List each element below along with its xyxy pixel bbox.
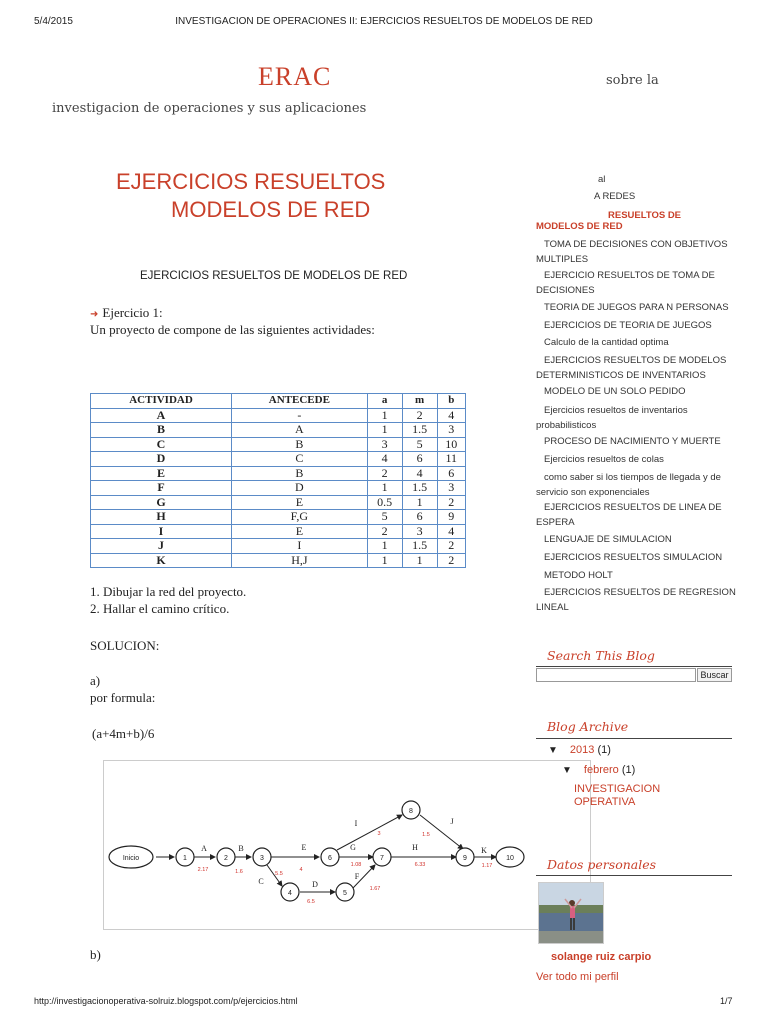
table-cell: 1 — [402, 495, 437, 510]
widget-divider — [536, 666, 732, 667]
table-cell: 3 — [402, 524, 437, 539]
table-cell: 10 — [437, 437, 465, 452]
activity-duration: 1.17 — [481, 863, 493, 869]
table-row — [91, 539, 466, 554]
sidebar-page-label: METODO HOLT — [544, 570, 613, 581]
footer-url: http://investigacionoperativa-solruiz.blogspot.com/p/ejercicios.html — [34, 996, 298, 1006]
sidebar-page-label: EJERCICIOS RESUELTOS DE REGRESION LINEAL — [536, 587, 736, 613]
print-header — [0, 16, 768, 30]
expand-triangle-icon[interactable]: ▼ — [548, 745, 558, 756]
archive-year-count: (1) — [597, 744, 611, 756]
activity-label: H — [412, 843, 418, 852]
sidebar-page-link[interactable] — [536, 500, 736, 530]
table-cell: K — [91, 553, 232, 568]
activity-duration: 6.33 — [414, 862, 426, 868]
profile-photo[interactable] — [538, 882, 604, 944]
table-row — [91, 466, 466, 481]
table-cell: 1 — [367, 553, 402, 568]
node-label: 10 — [506, 855, 514, 862]
table-row — [91, 495, 466, 510]
expand-triangle-icon[interactable]: ▼ — [562, 765, 572, 776]
part-b-label: b) — [90, 947, 101, 962]
part-a-label: a) — [90, 673, 101, 688]
sidebar-page-link[interactable] — [536, 237, 736, 267]
archive-month-count: (1) — [621, 764, 636, 776]
post-title-line1: EJERCICIOS RESUELTOS — [116, 169, 386, 194]
table-row — [91, 481, 466, 496]
table-cell: 4 — [367, 452, 402, 467]
title-overlap-mask — [410, 58, 600, 98]
sidebar-page-link[interactable] — [536, 353, 736, 383]
table-row — [91, 408, 466, 423]
table-cell: E — [91, 466, 232, 481]
node-label: 1 — [183, 855, 187, 862]
table-cell: 5 — [402, 437, 437, 452]
table-cell: 1 — [367, 423, 402, 438]
table-cell: B — [232, 437, 368, 452]
sidebar-page-link[interactable] — [536, 568, 736, 583]
profile-name-link[interactable]: solange ruiz carpio — [551, 951, 652, 963]
sidebar-page-link[interactable] — [536, 532, 736, 547]
sidebar-page-link[interactable] — [536, 470, 736, 500]
node-label: 7 — [380, 855, 384, 862]
sidebar-page-link[interactable] — [536, 335, 736, 350]
activity-duration: 2.17 — [197, 867, 209, 873]
table-cell: I — [232, 539, 368, 554]
footer-page-number: 1/7 — [720, 996, 733, 1006]
widget-divider — [536, 875, 732, 876]
table-row — [91, 524, 466, 539]
node-label-start: Inicio — [122, 855, 140, 862]
table-cell: A — [232, 423, 368, 438]
sidebar-page-link[interactable] — [536, 384, 736, 399]
print-title: INVESTIGACION DE OPERACIONES II: EJERCICIOS RESUELTOS DE MODELOS DE RED — [175, 16, 593, 27]
table-cell: 1 — [367, 539, 402, 554]
table-cell: 0.5 — [367, 495, 402, 510]
exercise-description: Un proyecto de compone de las siguientes actividades: — [90, 322, 375, 337]
question-1: 1. Dibujar la red del proyecto. — [90, 584, 247, 599]
table-cell: 5 — [367, 510, 402, 525]
sidebar-page-link-partial[interactable]: A REDES — [594, 191, 636, 202]
sidebar-page-link[interactable] — [536, 403, 736, 433]
activity-duration: 4 — [299, 867, 303, 873]
sidebar-page-label: TEORIA DE JUEGOS PARA N PERSONAS — [544, 302, 729, 313]
table-cell: 2 — [437, 495, 465, 510]
sidebar-page-label: Calculo de la cantidad optima — [544, 337, 669, 348]
post-title — [116, 168, 385, 224]
table-cell: 1 — [367, 481, 402, 496]
activity-label: K — [481, 846, 487, 855]
activity-duration: 3 — [377, 831, 381, 837]
table-cell: B — [91, 423, 232, 438]
table-cell: B — [232, 466, 368, 481]
search-button[interactable]: Buscar — [697, 668, 732, 682]
activity-label: C — [258, 877, 264, 886]
sidebar-page-link[interactable] — [536, 318, 736, 333]
node-label: 3 — [260, 855, 264, 862]
table-cell: 6 — [402, 510, 437, 525]
table-cell: 6 — [437, 466, 465, 481]
table-cell: 4 — [402, 466, 437, 481]
table-cell: E — [232, 495, 368, 510]
sidebar-page-link[interactable] — [536, 268, 736, 298]
archive-month-row[interactable] — [562, 764, 635, 776]
table-cell: 1 — [402, 553, 437, 568]
sidebar-page-label: MODELO DE UN SOLO PEDIDO — [544, 386, 686, 397]
table-cell: G — [91, 495, 232, 510]
table-cell: 3 — [437, 481, 465, 496]
search-widget-title: Search This Blog — [547, 648, 655, 663]
table-header: m — [402, 394, 437, 409]
table-cell: C — [232, 452, 368, 467]
blog-description-fragment: sobre la — [606, 73, 659, 88]
activity-label: D — [312, 880, 318, 889]
activity-label: A — [201, 844, 207, 853]
node-label: 4 — [288, 890, 292, 897]
sidebar-page-label: como saber si los tiempos de llegada y de servicio son exponenciales — [536, 472, 721, 498]
table-header: ACTIVIDAD — [91, 394, 232, 409]
node-label: 8 — [409, 808, 413, 815]
table-cell: 2 — [437, 539, 465, 554]
by-formula-label: por formula: — [90, 690, 156, 705]
activity-label: E — [301, 843, 307, 852]
widget-divider — [536, 738, 732, 739]
post-title-line2: MODELOS DE RED — [171, 197, 371, 222]
table-cell: 3 — [367, 437, 402, 452]
activity-label: I — [354, 819, 358, 828]
node-label: 9 — [463, 855, 467, 862]
sidebar-page-link-current[interactable]: MODELOS DE RED — [536, 221, 623, 232]
table-cell: 1 — [367, 408, 402, 423]
table-cell: 2 — [437, 553, 465, 568]
activity-duration: 1.67 — [369, 886, 381, 892]
archive-year-row[interactable] — [548, 744, 611, 756]
activity-label: F — [354, 872, 360, 881]
table-cell: 2 — [367, 466, 402, 481]
network-svg — [104, 761, 592, 931]
sidebar-page-label: EJERCICIOS RESUELTOS DE LINEA DE ESPERA — [536, 502, 722, 528]
table-cell: 9 — [437, 510, 465, 525]
table-cell: - — [232, 408, 368, 423]
table-cell: D — [232, 481, 368, 496]
blog-title[interactable]: ERAC — [258, 62, 332, 91]
sidebar-page-label: EJERCICIOS RESUELTOS SIMULACION — [544, 552, 723, 563]
sidebar-page-link[interactable] — [536, 585, 736, 615]
activity-duration: 1.5 — [422, 832, 430, 838]
activities-table — [90, 393, 466, 568]
archive-month[interactable]: febrero — [583, 764, 619, 776]
table-row — [91, 452, 466, 467]
table-cell: 4 — [437, 408, 465, 423]
profile-widget-title: Datos personales — [547, 857, 657, 872]
node-label: 2 — [224, 855, 228, 862]
profile-photo-image — [539, 883, 604, 944]
sidebar-page-label: LENGUAJE DE SIMULACION — [544, 534, 672, 545]
blog-description: investigacion de operaciones y sus aplicaciones — [52, 101, 367, 116]
activity-duration: 5.5 — [275, 871, 283, 877]
table-cell: H — [91, 510, 232, 525]
sidebar-page-label: EJERCICIOS RESUELTOS DE MODELOS DETERMINISTICOS DE INVENTARIOS — [536, 355, 727, 381]
table-cell: 2 — [367, 524, 402, 539]
project-network-diagram — [103, 760, 591, 930]
table-cell: 4 — [437, 524, 465, 539]
table-header: ANTECEDE — [232, 394, 368, 409]
table-cell: F — [91, 481, 232, 496]
table-cell: 1.5 — [402, 423, 437, 438]
sidebar-page-link[interactable] — [536, 434, 736, 449]
archive-widget-title: Blog Archive — [547, 719, 629, 734]
exercise-label — [90, 305, 163, 321]
view-profile-link[interactable]: Ver todo mi perfil — [536, 971, 619, 983]
table-cell: D — [91, 452, 232, 467]
archive-post-link[interactable]: INVESTIGACION OPERATIVA — [574, 783, 661, 808]
sidebar-page-label: PROCESO DE NACIMIENTO Y MUERTE — [544, 436, 721, 447]
arrow-bullet-icon: ➜ — [90, 309, 99, 320]
activity-duration: 1.08 — [350, 862, 362, 868]
table-cell: 2 — [402, 408, 437, 423]
sidebar-page-link-current[interactable]: RESUELTOS DE — [608, 210, 682, 221]
table-row — [91, 437, 466, 452]
table-cell: 3 — [437, 423, 465, 438]
sidebar-page-link[interactable] — [536, 300, 736, 315]
table-cell: 11 — [437, 452, 465, 467]
sidebar-page-label: Ejercicios resueltos de colas — [544, 454, 664, 465]
table-cell: E — [232, 524, 368, 539]
sidebar-page-link[interactable] — [536, 452, 736, 467]
sidebar-page-label: EJERCICIOS DE TEORIA DE JUEGOS — [544, 320, 712, 331]
search-input[interactable] — [536, 668, 696, 682]
table-header-row — [91, 394, 466, 409]
sidebar-page-link-partial[interactable]: al — [598, 174, 606, 185]
table-cell: A — [91, 408, 232, 423]
sidebar-page-label: Ejercicios resueltos de inventarios probabilisticos — [536, 405, 688, 431]
table-cell: I — [91, 524, 232, 539]
archive-year[interactable]: 2013 — [569, 744, 595, 756]
print-date: 5/4/2015 — [34, 16, 73, 27]
activity-label: J — [450, 817, 454, 826]
activity-duration: 1.6 — [235, 869, 243, 875]
solution-label: SOLUCION: — [90, 638, 160, 653]
content-heading: EJERCICIOS RESUELTOS DE MODELOS DE RED — [140, 270, 408, 282]
table-cell: C — [91, 437, 232, 452]
sidebar-page-label: TOMA DE DECISIONES CON OBJETIVOS MULTIPLES — [536, 239, 728, 265]
table-cell: H,J — [232, 553, 368, 568]
node-label: 5 — [343, 890, 347, 897]
node-label: 6 — [328, 855, 332, 862]
edge-i — [337, 815, 402, 850]
table-cell: 6 — [402, 452, 437, 467]
table-header: a — [367, 394, 402, 409]
pert-formula: (a+4m+b)/6 — [92, 726, 155, 741]
table-cell: F,G — [232, 510, 368, 525]
activity-duration: 6.5 — [307, 899, 315, 905]
table-row — [91, 510, 466, 525]
table-cell: 1.5 — [402, 481, 437, 496]
sidebar-page-label: EJERCICIO RESUELTOS DE TOMA DE DECISIONES — [536, 270, 715, 296]
exercise-text: Ejercicio 1: — [102, 305, 163, 320]
table-header: b — [437, 394, 465, 409]
question-2: 2. Hallar el camino crítico. — [90, 601, 230, 616]
table-cell: 1.5 — [402, 539, 437, 554]
table-row — [91, 423, 466, 438]
table-cell: J — [91, 539, 232, 554]
sidebar-page-link[interactable] — [536, 550, 736, 565]
activity-label: G — [350, 843, 356, 852]
activity-label: B — [238, 844, 244, 853]
table-row — [91, 553, 466, 568]
table-body — [91, 408, 466, 568]
